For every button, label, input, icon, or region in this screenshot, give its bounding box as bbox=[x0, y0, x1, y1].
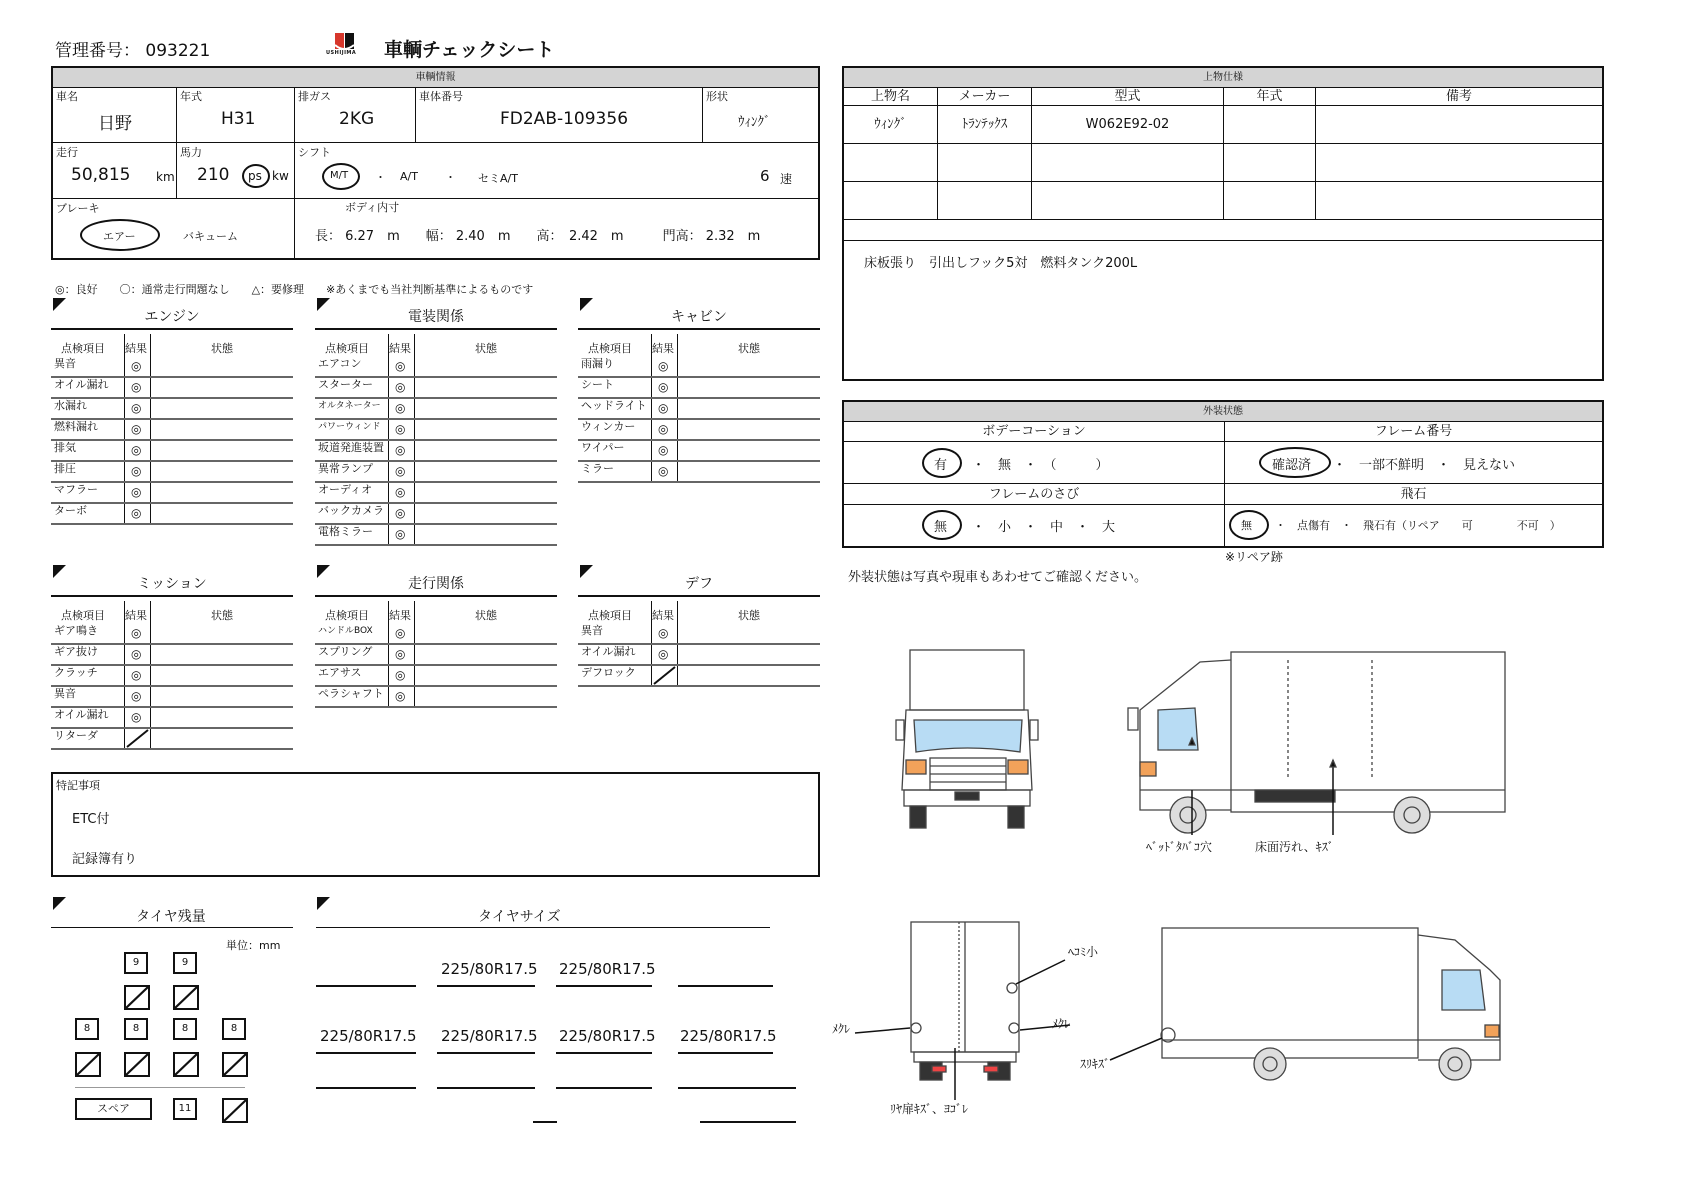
electrical-result-4: ◎ bbox=[395, 443, 406, 457]
truck-side-view bbox=[1128, 652, 1505, 835]
running-item-0: ハンドルBOX bbox=[318, 626, 373, 636]
electrical-item-2: オルタネーター bbox=[318, 401, 381, 411]
spec-header-2: 型式 bbox=[1032, 87, 1224, 106]
engine-row-rule-6 bbox=[51, 502, 293, 504]
chassis-label: 車体番号 bbox=[419, 90, 463, 103]
mission-row-rule-5 bbox=[51, 748, 293, 750]
cabin-item-1: シート bbox=[581, 378, 614, 391]
tire-front-left-inner bbox=[124, 985, 150, 1010]
cabin-row-rule-4 bbox=[578, 460, 820, 462]
vehicle-info-header: 車輌情報 bbox=[53, 68, 818, 88]
exterior-table bbox=[842, 400, 1604, 548]
electrical-row-rule-1 bbox=[315, 397, 557, 399]
chip-values bbox=[1225, 505, 1602, 546]
cabin-title-rule bbox=[578, 328, 820, 330]
engine-row-rule-7 bbox=[51, 523, 293, 525]
frame-checked: 確認済 bbox=[1272, 458, 1312, 473]
mission-col-state: 状態 bbox=[211, 609, 233, 622]
cabin-item-0: 雨漏り bbox=[581, 357, 614, 370]
year-value: H31 bbox=[221, 109, 256, 129]
mission-col-result: 結果 bbox=[125, 609, 147, 622]
running-item-3: ペラシャフト bbox=[318, 687, 384, 700]
engine-result-6: ◎ bbox=[131, 485, 142, 499]
shape-value: ｳｨﾝｸﾞ bbox=[738, 115, 771, 130]
rust-values bbox=[844, 505, 1225, 546]
engine-result-3: ◎ bbox=[131, 422, 142, 436]
engine-result-4: ◎ bbox=[131, 443, 142, 457]
tire-rear-1-inner bbox=[75, 1052, 101, 1077]
truck-front-view bbox=[896, 650, 1038, 828]
mission-item-5: リターダ bbox=[54, 729, 98, 742]
spec-row1-col0: ｳｨﾝｸﾞ bbox=[844, 106, 938, 144]
mileage-unit: km bbox=[156, 170, 175, 184]
diff-item-2: デフロック bbox=[581, 666, 636, 679]
truck-diagrams bbox=[840, 640, 1684, 1120]
upper-spec-notes: 床板張り 引出しフック5対 燃料タンク200L bbox=[864, 256, 1138, 271]
electrical-row-rule-8 bbox=[315, 544, 557, 546]
tire-front-right-inner bbox=[173, 985, 199, 1010]
engine-result-7: ◎ bbox=[131, 506, 142, 520]
engine-result-0: ◎ bbox=[131, 359, 142, 373]
tire-size-front-right: 225/80R17.5 bbox=[559, 960, 656, 978]
coat-yes: 有 bbox=[934, 458, 948, 473]
note-floor-dirt: 床面汚れ、ｷｽﾞ bbox=[1255, 840, 1334, 854]
mission-item-3: 異音 bbox=[54, 687, 76, 700]
note-dent: ﾍｺﾐ小 bbox=[1068, 945, 1099, 959]
shift-cell bbox=[295, 143, 818, 199]
page-title: 車輌チェックシート bbox=[384, 39, 555, 61]
shape-cell bbox=[703, 87, 818, 143]
mission-col-item: 点検項目 bbox=[61, 609, 105, 622]
cabin-row-rule-0 bbox=[578, 376, 820, 378]
frame-number-values bbox=[1225, 442, 1602, 484]
spec-header-3: 年式 bbox=[1224, 87, 1316, 106]
cabin-item-5: ミラー bbox=[581, 462, 614, 475]
tire-remain-unit: 単位：mm bbox=[226, 939, 281, 952]
mission-item-4: オイル漏れ bbox=[54, 708, 109, 721]
engine-item-3: 燃料漏れ bbox=[54, 420, 98, 433]
brake-label: ブレーキ bbox=[56, 202, 100, 215]
tire-rear-3: 8 bbox=[173, 1018, 197, 1040]
note-peel-right: ﾒｸﾚ bbox=[1052, 1017, 1071, 1031]
mgmt-value: 093221 bbox=[145, 41, 211, 61]
running-item-2: エアサス bbox=[318, 666, 362, 679]
electrical-item-1: スターター bbox=[318, 378, 373, 391]
diff-row-rule-2 bbox=[578, 685, 820, 687]
year-label: 年式 bbox=[180, 90, 202, 103]
year-cell bbox=[177, 87, 295, 143]
mission-result-3: ◎ bbox=[131, 689, 142, 703]
electrical-item-0: エアコン bbox=[318, 357, 362, 370]
cabin-col-result: 結果 bbox=[652, 342, 674, 355]
diff-result-0: ◎ bbox=[658, 626, 669, 640]
electrical-result-2: ◎ bbox=[395, 401, 406, 415]
electrical-item-4: 坂道発進装置 bbox=[318, 441, 384, 454]
power-value: 210 bbox=[197, 165, 230, 185]
tire-rear-4: 8 bbox=[222, 1018, 246, 1040]
shift-at: A/T bbox=[400, 170, 418, 183]
spec-header-1: メーカー bbox=[938, 87, 1032, 106]
maker-label: 車名 bbox=[56, 90, 78, 103]
cabin-result-2: ◎ bbox=[658, 401, 669, 415]
tire-size-rear-1: 225/80R17.5 bbox=[320, 1027, 417, 1045]
shift-sep-2: ・ bbox=[445, 171, 456, 184]
mission-title-rule bbox=[51, 595, 293, 597]
power-ps: ps bbox=[248, 169, 262, 183]
engine-row-rule-4 bbox=[51, 460, 293, 462]
cabin-item-3: ウィンカー bbox=[581, 420, 636, 433]
engine-result-2: ◎ bbox=[131, 401, 142, 415]
mission-item-1: ギア抜け bbox=[54, 645, 98, 658]
chip-none: 無 bbox=[1241, 519, 1252, 532]
emission-value: 2KG bbox=[339, 109, 375, 129]
tire-front-left: 9 bbox=[124, 952, 148, 974]
electrical-row-rule-2 bbox=[315, 418, 557, 420]
upper-spec-table bbox=[842, 66, 1604, 381]
mission-title: ミッション bbox=[137, 576, 207, 592]
spec-row1-col3 bbox=[1224, 106, 1316, 144]
electrical-title: 電装関係 bbox=[408, 309, 464, 325]
logo-text: USHIJIMA bbox=[326, 50, 357, 56]
power-kw: kw bbox=[272, 169, 289, 183]
cabin-title: キャビン bbox=[671, 309, 727, 325]
tire-rear-2-inner bbox=[124, 1052, 150, 1077]
tire-spare-inner bbox=[222, 1098, 248, 1123]
remarks-box bbox=[51, 772, 820, 877]
mission-row-rule-2 bbox=[51, 685, 293, 687]
brake-air: エアー bbox=[103, 230, 136, 243]
tire-remain-rule bbox=[51, 927, 293, 928]
exterior-header: 外装状態 bbox=[844, 402, 1602, 422]
tire-size-rear-3: 225/80R17.5 bbox=[559, 1027, 656, 1045]
running-item-1: スプリング bbox=[318, 645, 373, 658]
electrical-result-8: ◎ bbox=[395, 527, 406, 541]
cabin-col-state: 状態 bbox=[738, 342, 760, 355]
spec-row1-col4 bbox=[1316, 106, 1602, 144]
spec-row3-col2 bbox=[1032, 182, 1224, 220]
tire-rear-2: 8 bbox=[124, 1018, 148, 1040]
diff-col-state: 状態 bbox=[738, 609, 760, 622]
spec-row3-col1 bbox=[938, 182, 1032, 220]
tire-spare: 11 bbox=[173, 1098, 197, 1120]
engine-result-5: ◎ bbox=[131, 464, 142, 478]
mission-result-1: ◎ bbox=[131, 647, 142, 661]
coat-values bbox=[844, 442, 1225, 484]
electrical-result-7: ◎ bbox=[395, 506, 406, 520]
diff-title-rule bbox=[578, 595, 820, 597]
diff-col-item: 点検項目 bbox=[588, 609, 632, 622]
running-result-1: ◎ bbox=[395, 647, 406, 661]
spec-row2-col2 bbox=[1032, 144, 1224, 182]
emission-label: 排ガス bbox=[298, 90, 331, 103]
tire-size-marker-icon bbox=[317, 897, 330, 910]
mgmt-label: 管理番号： bbox=[55, 41, 140, 61]
cabin-result-0: ◎ bbox=[658, 359, 669, 373]
company-logo bbox=[326, 31, 370, 61]
engine-item-7: ターボ bbox=[54, 504, 87, 517]
cabin-result-5: ◎ bbox=[658, 464, 669, 478]
electrical-result-6: ◎ bbox=[395, 485, 406, 499]
engine-item-0: 異音 bbox=[54, 357, 76, 370]
engine-item-1: オイル漏れ bbox=[54, 378, 109, 391]
spec-row1-col2: W062E92-02 bbox=[1032, 106, 1224, 144]
electrical-result-1: ◎ bbox=[395, 380, 406, 394]
running-title: 走行関係 bbox=[408, 576, 464, 592]
running-col-result: 結果 bbox=[389, 609, 411, 622]
tire-size-rule bbox=[316, 927, 770, 928]
tire-size-rear-4: 225/80R17.5 bbox=[680, 1027, 777, 1045]
cabin-item-4: ワイパー bbox=[581, 441, 625, 454]
engine-title-rule bbox=[51, 328, 293, 330]
note-rear-door: ﾘﾔ扉ｷｽﾞ、ﾖｺﾞﾚ bbox=[890, 1102, 969, 1116]
mission-result-0: ◎ bbox=[131, 626, 142, 640]
spec-row2-col4 bbox=[1316, 144, 1602, 182]
cabin-result-3: ◎ bbox=[658, 422, 669, 436]
tire-size-front-left: 225/80R17.5 bbox=[441, 960, 538, 978]
shift-label: シフト bbox=[298, 146, 331, 159]
logo-mark bbox=[326, 31, 370, 61]
engine-col-item: 点検項目 bbox=[61, 342, 105, 355]
tire-rear-3-inner bbox=[173, 1052, 199, 1077]
running-col-item: 点検項目 bbox=[325, 609, 369, 622]
result-legend: ◎：良好 〇：通常走行問題なし △：要修理 ※あくまでも当社判断基準によるものです bbox=[55, 283, 534, 296]
chassis-cell bbox=[416, 87, 703, 143]
shift-semi: セミA/T bbox=[478, 172, 518, 185]
running-col-state: 状態 bbox=[475, 609, 497, 622]
chip-options: ・ 点傷有 ・ 飛石有（リペア 可 不可 ） bbox=[1275, 519, 1561, 532]
diff-title: デフ bbox=[685, 576, 713, 592]
coat-options: ・ 無 ・ （ ） bbox=[972, 458, 1109, 473]
shift-unit: 速 bbox=[780, 172, 793, 186]
upper-spec-header: 上物仕様 bbox=[844, 68, 1602, 88]
cabin-result-1: ◎ bbox=[658, 380, 669, 394]
engine-row-rule-3 bbox=[51, 439, 293, 441]
electrical-result-5: ◎ bbox=[395, 464, 406, 478]
frame-number-label: フレーム番号 bbox=[1225, 421, 1602, 442]
spec-row3-col4 bbox=[1316, 182, 1602, 220]
running-result-3: ◎ bbox=[395, 689, 406, 703]
cabin-row-rule-5 bbox=[578, 481, 820, 483]
engine-item-5: 排圧 bbox=[54, 462, 76, 475]
engine-result-1: ◎ bbox=[131, 380, 142, 394]
cabin-col-item: 点検項目 bbox=[588, 342, 632, 355]
mission-result-4: ◎ bbox=[131, 710, 142, 724]
chassis-value: FD2AB-109356 bbox=[500, 109, 629, 129]
chip-label: 飛石 bbox=[1225, 484, 1602, 505]
mission-item-0: ギア鳴き bbox=[54, 624, 98, 637]
rust-none: 無 bbox=[934, 520, 948, 535]
brake-cell bbox=[53, 199, 295, 258]
engine-title: エンジン bbox=[144, 309, 200, 325]
power-label: 馬力 bbox=[180, 146, 202, 159]
electrical-item-5: 異常ランプ bbox=[318, 462, 373, 475]
diff-result-1: ◎ bbox=[658, 647, 669, 661]
rust-options: ・ 小 ・ 中 ・ 大 bbox=[972, 520, 1116, 535]
running-title-rule bbox=[315, 595, 557, 597]
spec-row2-col1 bbox=[938, 144, 1032, 182]
repair-note: ※リペア跡 bbox=[1225, 550, 1283, 564]
spec-row1-col1: ﾄﾗﾝﾃｯｸｽ bbox=[938, 106, 1032, 144]
shift-mt: M/T bbox=[330, 170, 349, 181]
body-dims-value: 長： 6.27 m 幅： 2.40 m 高： 2.42 m 門高： 2.32 m bbox=[315, 229, 761, 244]
tire-rear-4-inner bbox=[222, 1052, 248, 1077]
coat-label: ボデーコーション bbox=[844, 421, 1225, 442]
electrical-col-item: 点検項目 bbox=[325, 342, 369, 355]
tire-front-right: 9 bbox=[173, 952, 197, 974]
mileage-label: 走行 bbox=[56, 146, 78, 159]
spare-divider bbox=[75, 1087, 245, 1088]
brake-vacuum: バキューム bbox=[183, 230, 238, 243]
emission-cell bbox=[295, 87, 416, 143]
tire-size-title: タイヤサイズ bbox=[478, 909, 561, 925]
management-number bbox=[55, 36, 210, 61]
shape-label: 形状 bbox=[706, 90, 728, 103]
vehicle-info-table bbox=[51, 66, 820, 260]
remarks-label: 特記事項 bbox=[56, 779, 100, 792]
engine-item-2: 水漏れ bbox=[54, 399, 87, 412]
body-dims-label: ボディ内寸 bbox=[345, 201, 400, 214]
electrical-result-3: ◎ bbox=[395, 422, 406, 436]
spec-notes-divider bbox=[844, 240, 1602, 241]
running-row-rule-3 bbox=[315, 706, 557, 708]
engine-col-state: 状態 bbox=[211, 342, 233, 355]
spec-header-4: 備考 bbox=[1316, 87, 1602, 106]
diff-item-1: オイル漏れ bbox=[581, 645, 636, 658]
running-result-0: ◎ bbox=[395, 626, 406, 640]
mission-result-2: ◎ bbox=[131, 668, 142, 682]
truck-side-view-rear bbox=[1110, 928, 1500, 1080]
spec-row3-col0 bbox=[844, 182, 938, 220]
remarks-line-1: ETC付 bbox=[72, 812, 110, 827]
remarks-line-2: 記録簿有り bbox=[72, 852, 138, 867]
electrical-item-8: 電格ミラー bbox=[318, 525, 373, 538]
maker-value: 日野 bbox=[98, 114, 132, 134]
electrical-result-0: ◎ bbox=[395, 359, 406, 373]
tire-size-rear-2: 225/80R17.5 bbox=[441, 1027, 538, 1045]
tire-remain-marker-icon bbox=[53, 897, 66, 910]
shift-gears: 6 bbox=[760, 167, 770, 185]
shift-sep-1: ・ bbox=[375, 171, 386, 184]
note-bed-hole: ﾍﾞｯﾄﾞﾀﾊﾞｺ穴 bbox=[1146, 840, 1213, 854]
mission-na-slash-icon bbox=[125, 728, 150, 749]
spare-label: スペア bbox=[75, 1098, 152, 1120]
electrical-title-rule bbox=[315, 328, 557, 330]
cabin-item-2: ヘッドライト bbox=[581, 399, 647, 412]
diff-na-slash-icon bbox=[652, 665, 677, 686]
spec-row3-col3 bbox=[1224, 182, 1316, 220]
mileage-cell bbox=[53, 143, 177, 199]
spec-header-0: 上物名 bbox=[844, 87, 938, 106]
electrical-item-6: オーディオ bbox=[318, 483, 373, 496]
engine-item-4: 排気 bbox=[54, 441, 76, 454]
cabin-result-4: ◎ bbox=[658, 443, 669, 457]
engine-item-6: マフラー bbox=[54, 483, 98, 496]
exterior-confirm-note: 外装状態は写真や現車もあわせてご確認ください。 bbox=[848, 570, 1148, 585]
diff-col-result: 結果 bbox=[652, 609, 674, 622]
rust-label: フレームのさび bbox=[844, 484, 1225, 505]
electrical-col-state: 状態 bbox=[475, 342, 497, 355]
diff-item-0: 異音 bbox=[581, 624, 603, 637]
running-result-2: ◎ bbox=[395, 668, 406, 682]
spec-row2-col3 bbox=[1224, 144, 1316, 182]
spec-row2-col0 bbox=[844, 144, 938, 182]
note-scuff: ｽﾘｷｽﾞ bbox=[1080, 1057, 1111, 1071]
maker-cell bbox=[53, 87, 177, 143]
frame-options: ・ 一部不鮮明 ・ 見えない bbox=[1333, 458, 1516, 473]
power-cell bbox=[177, 143, 295, 199]
electrical-col-result: 結果 bbox=[389, 342, 411, 355]
electrical-item-3: パワーウィンド bbox=[318, 422, 381, 432]
mission-item-2: クラッチ bbox=[54, 666, 98, 679]
body-dims-cell bbox=[295, 199, 818, 258]
engine-col-result: 結果 bbox=[125, 342, 147, 355]
engine-row-rule-1 bbox=[51, 397, 293, 399]
tire-rear-1: 8 bbox=[75, 1018, 99, 1040]
mileage-value: 50,815 bbox=[71, 165, 131, 185]
electrical-item-7: バックカメラ bbox=[318, 504, 384, 517]
tire-remain-title: タイヤ残量 bbox=[136, 909, 206, 925]
truck-rear-view bbox=[855, 922, 1070, 1100]
note-peel-left: ﾒｸﾚ bbox=[832, 1022, 851, 1036]
